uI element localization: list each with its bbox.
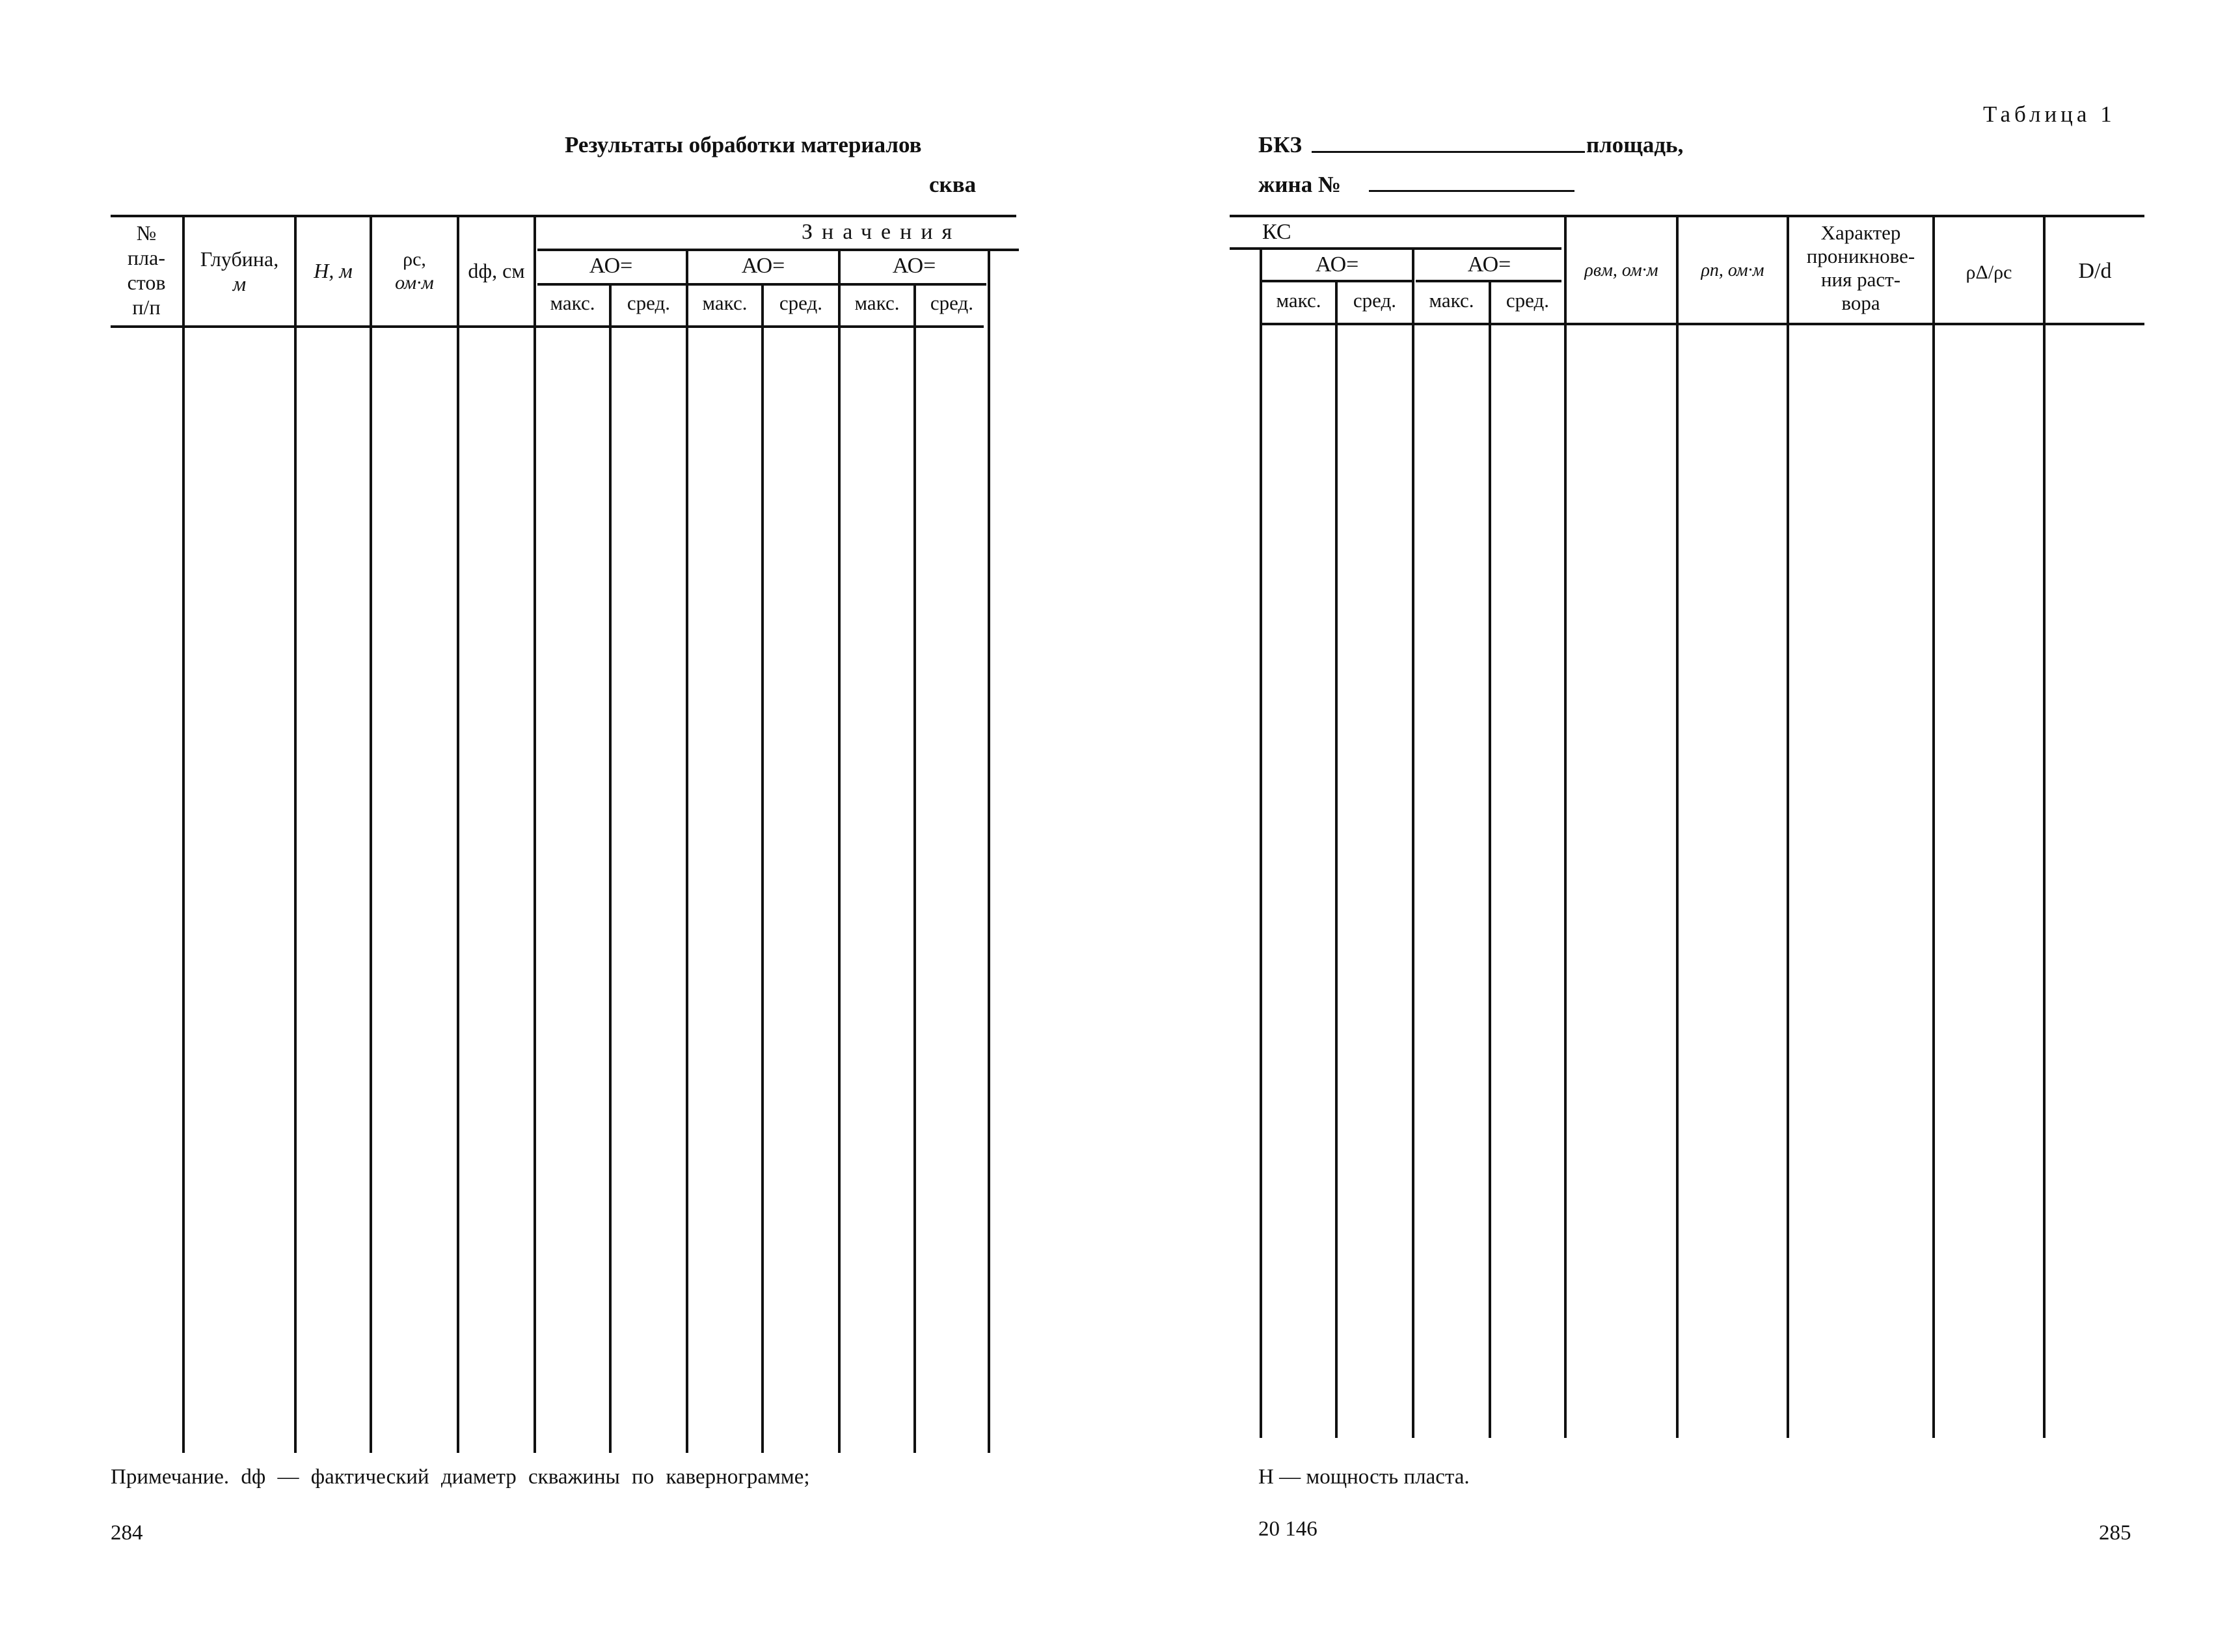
ao-header-2: АО=	[741, 254, 785, 278]
col-num-header-2: пла-	[128, 246, 165, 269]
values-header: Значения	[802, 220, 962, 244]
col-rho-c-header-1: ρc,	[403, 249, 426, 270]
bkz-blank-line	[1312, 151, 1585, 153]
max-header-1: макс.	[550, 291, 595, 314]
col-depth-header-1: Глубина,	[200, 247, 279, 271]
avg-header-2: сред.	[779, 291, 823, 314]
col-num-header-4: п/п	[132, 295, 161, 319]
char-header-4: вора	[1841, 291, 1880, 314]
signature-mark: 20 146	[1258, 1517, 1317, 1541]
ks-header: КС	[1262, 220, 1291, 244]
left-page-number: 284	[111, 1521, 143, 1545]
dd-header: D/d	[2078, 259, 2112, 283]
well-label: жина №	[1258, 172, 1342, 197]
right-avg-header-2: сред.	[1506, 289, 1550, 312]
table-label: Таблица 1	[1983, 102, 2116, 127]
left-title-line2: сква	[929, 172, 977, 197]
col-num-header-3: стов	[127, 271, 166, 294]
left-note: Примечание. dф — фактический диаметр скважины по кавернограмме;	[111, 1465, 810, 1489]
col-rho-c-header-2: ом·м	[395, 272, 434, 293]
char-header-2: проникнове-	[1806, 245, 1915, 267]
right-max-header-1: макс.	[1276, 289, 1321, 312]
rho-ratio-header: ρΔ/ρc	[1966, 262, 2012, 283]
right-note: H — мощность пласта.	[1258, 1465, 1470, 1489]
col-df-header: dф, см	[468, 259, 525, 282]
avg-header-3: сред.	[930, 291, 974, 314]
bkz-label: БКЗ	[1258, 132, 1302, 157]
right-ao-header-2: АО=	[1467, 252, 1511, 277]
rho-p-header: ρп, ом·м	[1701, 260, 1764, 280]
well-blank-line	[1369, 190, 1574, 192]
col-depth-header-2: м	[232, 272, 247, 295]
right-page-number: 285	[2099, 1521, 2131, 1545]
char-header-1: Характер	[1820, 221, 1901, 244]
col-h-header: H, м	[314, 259, 353, 282]
ao-header-1: АО=	[589, 254, 633, 278]
max-header-2: макс.	[702, 291, 748, 314]
max-header-3: макс.	[854, 291, 900, 314]
rho-vm-header: ρвм, ом·м	[1584, 260, 1658, 280]
col-num-header-1: №	[136, 221, 157, 245]
left-title-line1: Результаты обработки материалов	[565, 132, 922, 157]
right-ao-header-1: АО=	[1315, 252, 1359, 277]
right-avg-header-1: сред.	[1353, 289, 1397, 312]
right-max-header-2: макс.	[1429, 289, 1474, 312]
ao-header-3: АО=	[892, 254, 936, 278]
char-header-3: ния раст-	[1820, 268, 1901, 291]
avg-header-1: сред.	[627, 291, 671, 314]
area-label: площадь,	[1586, 132, 1684, 157]
